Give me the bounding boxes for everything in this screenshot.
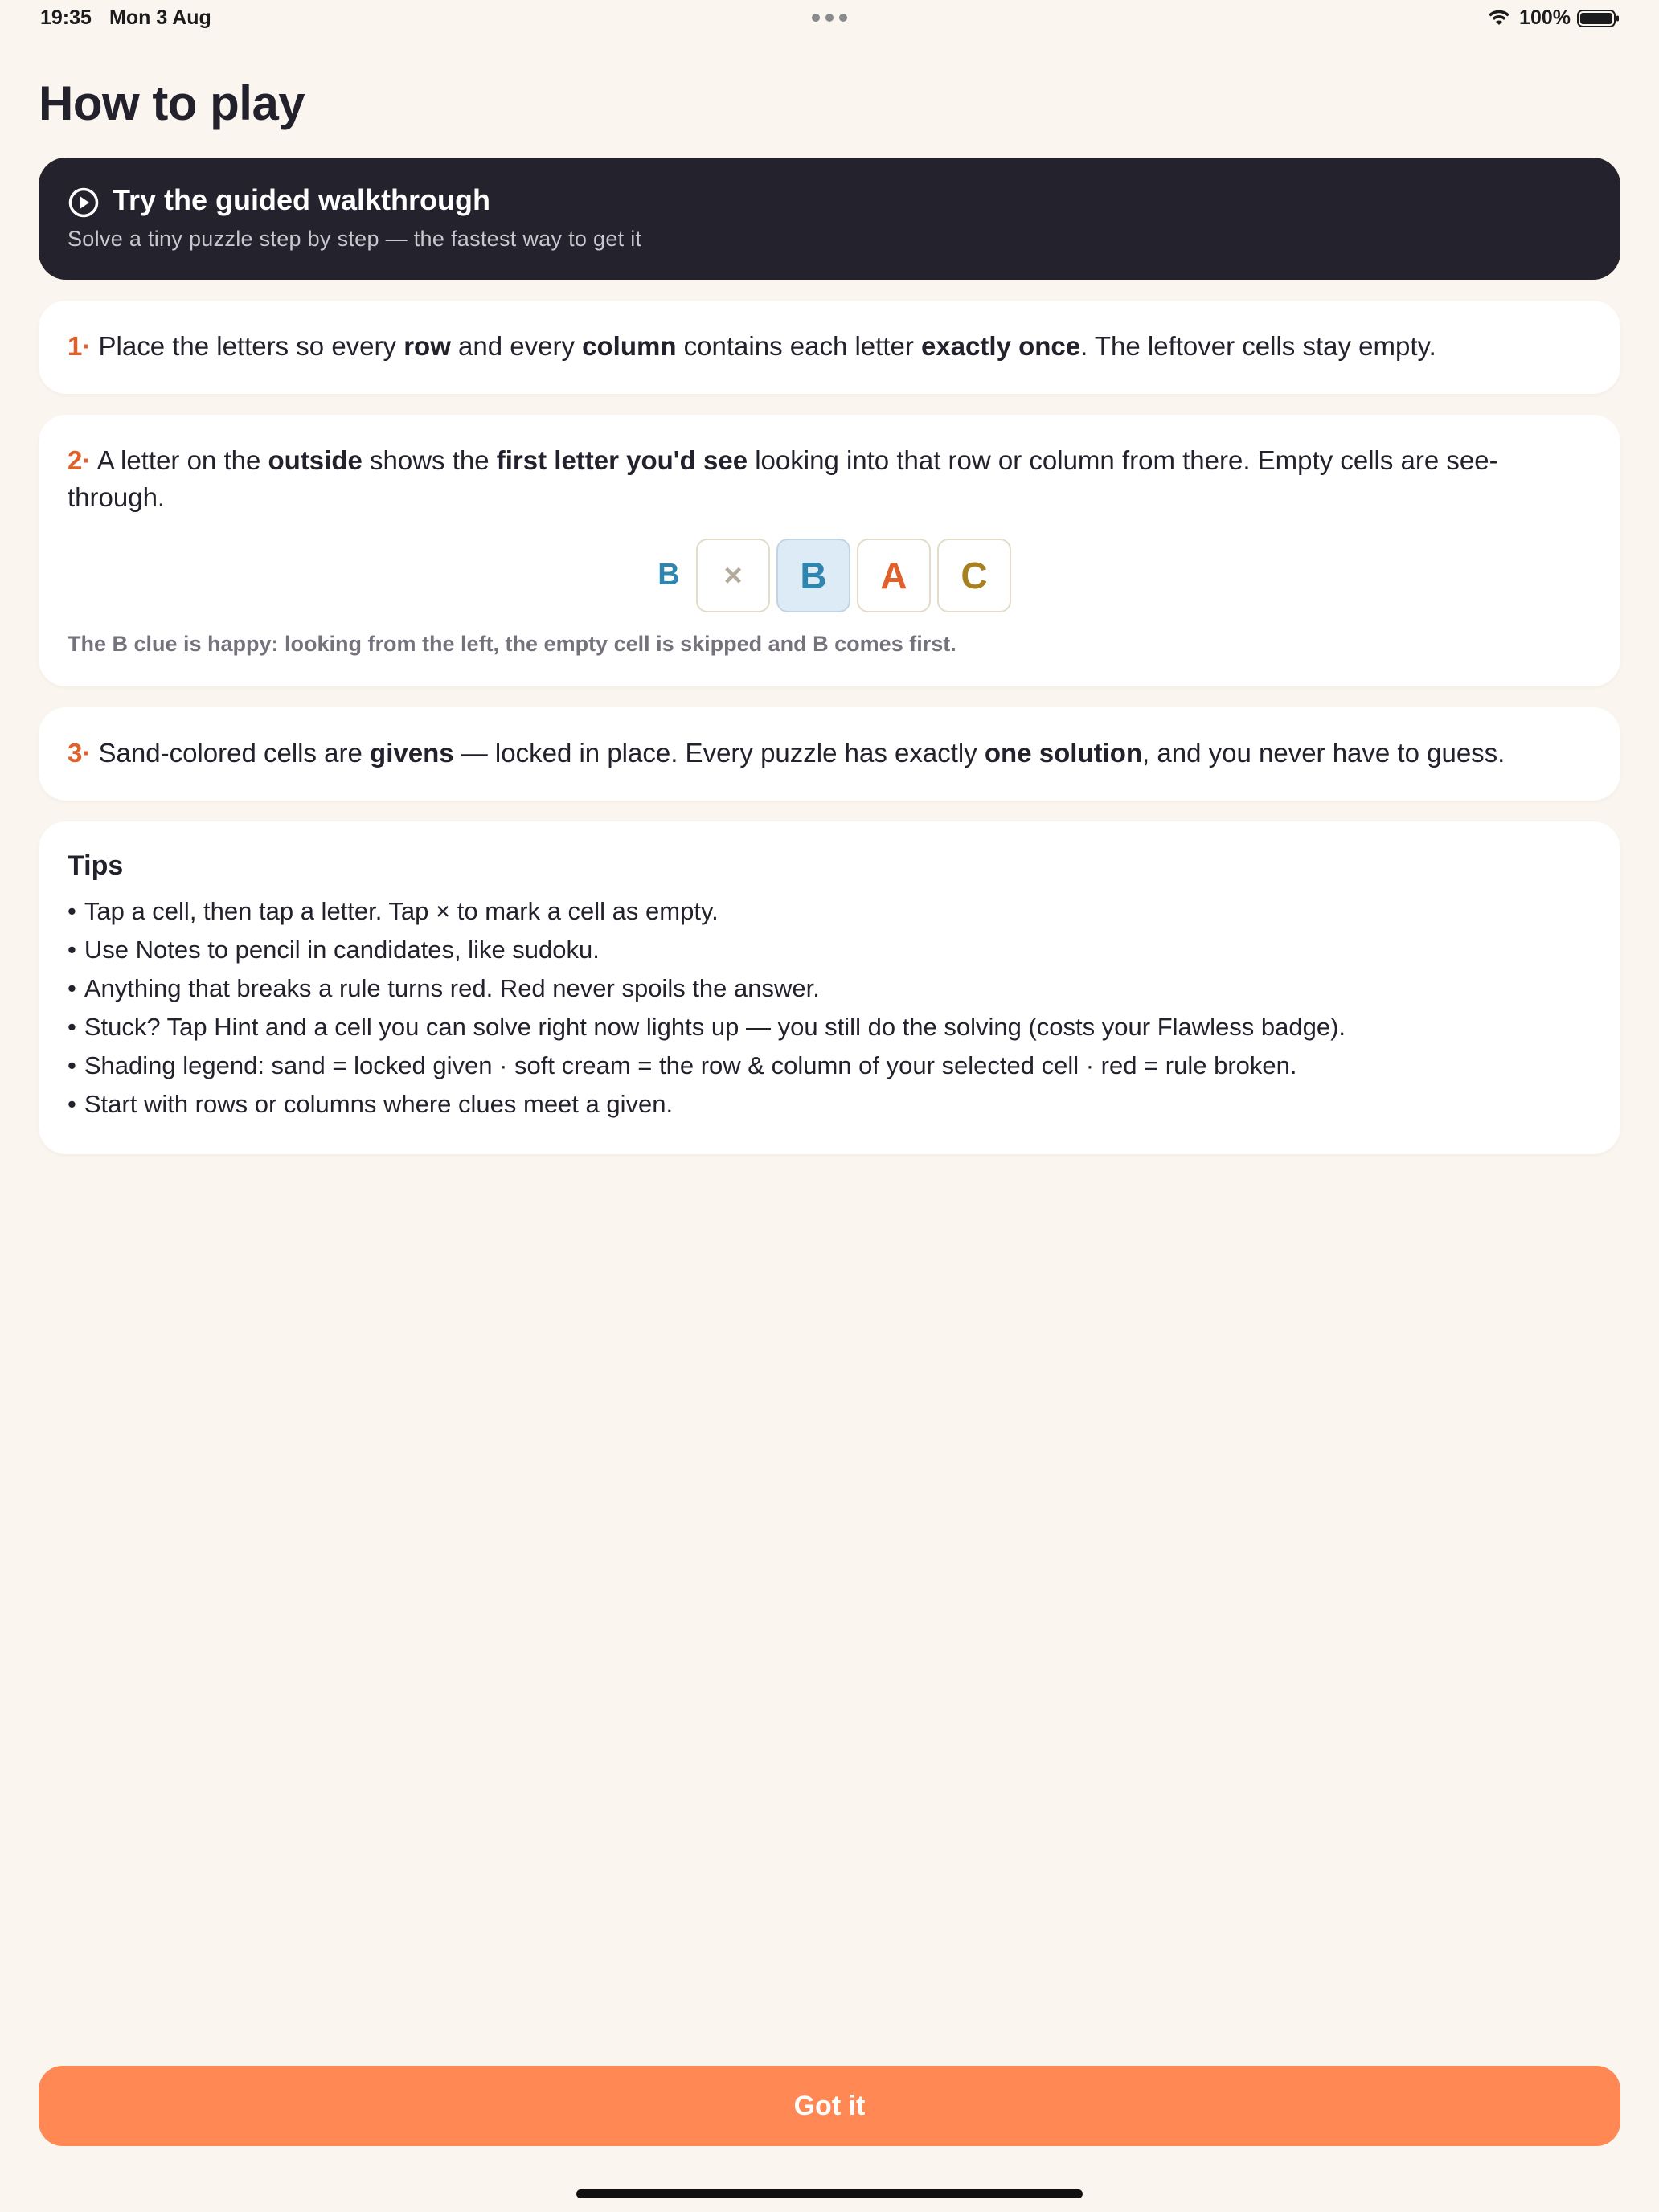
tip-item: • Stuck? Tap Hint and a cell you can solve right now lights up — you still do the solving (costs your Flawless badge). <box>68 1008 1346 1047</box>
battery-percentage: 100% <box>1519 6 1571 29</box>
wifi-icon <box>1487 9 1511 28</box>
walkthrough-subtitle: Solve a tiny puzzle step by step — the fastest way to get it <box>68 227 642 251</box>
rule-text-segment: looking into that row or column from there. Empty cells are see-through. <box>68 445 1498 512</box>
page-title: How to play <box>39 76 305 130</box>
rule-emphasis: one solution <box>984 738 1143 768</box>
rule-text-segment: and every <box>450 331 583 361</box>
rule-text-segment: A letter on the <box>91 445 268 475</box>
status-indicators <box>1487 6 1620 30</box>
example-cell-b: B <box>776 539 850 612</box>
rule-emphasis: first letter you'd see <box>496 445 748 475</box>
rule-number: 3· <box>68 738 92 768</box>
rule-card-3 <box>39 707 1620 801</box>
status-bar <box>0 0 1659 39</box>
rule-emphasis: outside <box>268 445 363 475</box>
walkthrough-title: Try the guided walkthrough <box>113 183 491 216</box>
example-cell-c: C <box>937 539 1011 612</box>
example-clue: B <box>657 558 680 592</box>
got-it-button[interactable]: Got it <box>39 2066 1620 2146</box>
rule-3-text <box>68 735 1591 772</box>
guided-walkthrough-button[interactable] <box>39 158 1620 280</box>
tip-item: • Use Notes to pencil in candidates, like sudoku. <box>68 931 1346 969</box>
status-time: 19:35 <box>40 6 92 29</box>
home-indicator[interactable] <box>576 2189 1083 2198</box>
status-date: Mon 3 Aug <box>109 6 211 29</box>
tips-title: Tips <box>68 850 124 881</box>
rule-text-segment: shows the <box>362 445 497 475</box>
rule-text-segment: Sand-colored cells are <box>91 738 371 768</box>
tip-item: • Anything that breaks a rule turns red. Red never spoils the answer. <box>68 969 1346 1008</box>
rule-emphasis: givens <box>370 738 454 768</box>
tip-item: • Tap a cell, then tap a letter. Tap × to mark a cell as empty. <box>68 892 1346 931</box>
tip-item: • Start with rows or columns where clues meet a given. <box>68 1085 1346 1124</box>
rule-number: 2· <box>68 445 92 475</box>
multitasking-dots-icon[interactable] <box>812 14 847 22</box>
rule-emphasis: row <box>403 331 451 361</box>
example-cell-a: A <box>857 539 931 612</box>
battery-icon <box>1577 9 1620 28</box>
rule-1-text <box>68 328 1591 365</box>
rule-emphasis: column <box>582 331 677 361</box>
rule-text-segment: — locked in place. Every puzzle has exactly <box>453 738 985 768</box>
rule-number: 1· <box>68 331 92 361</box>
rule-text-segment: contains each letter <box>676 331 921 361</box>
play-circle-icon <box>68 186 100 219</box>
tip-item: • Shading legend: sand = locked given · soft cream = the row & column of your selected cell · red = rule broken. <box>68 1047 1346 1085</box>
rule-text-segment: . The leftover cells stay empty. <box>1080 331 1436 361</box>
rule-card-1 <box>39 301 1620 394</box>
rule-emphasis: exactly once <box>921 331 1081 361</box>
example-caption: The B clue is happy: looking from the left, the empty cell is skipped and B comes first. <box>68 632 956 656</box>
clue-example <box>0 539 1659 612</box>
rule-2-text <box>68 442 1591 516</box>
tips-list <box>68 892 1346 1124</box>
tips-card <box>39 821 1620 1154</box>
rule-text-segment: , and you never have to guess. <box>1142 738 1505 768</box>
example-cell-empty: × <box>696 539 770 612</box>
rule-text-segment: Place the letters so every <box>91 331 404 361</box>
